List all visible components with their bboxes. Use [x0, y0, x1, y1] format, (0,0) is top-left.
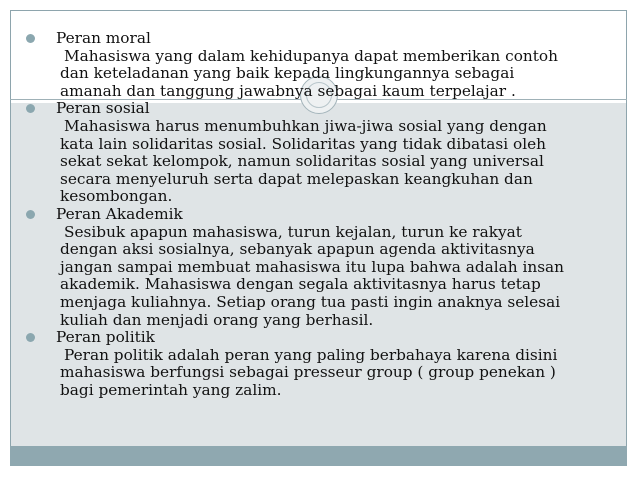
paragraph-line	[60, 347, 620, 365]
paragraph-line: akademik. Mahasiswa dengan segala aktivitasnya harus tetap	[60, 275, 541, 294]
paragraph-line: kuliah dan menjadi orang yang berhasil.	[60, 310, 374, 329]
bullet-item-peran-moral	[20, 30, 620, 48]
bullet-title: Peran moral	[56, 29, 151, 47]
bullet-dot-icon	[26, 34, 35, 43]
bullet-item-peran-akademik	[20, 206, 620, 224]
paragraph-line: jangan sampai membuat mahasiswa itu lupa bahwa adalah insan	[60, 257, 565, 276]
bullet-dot-icon	[26, 104, 35, 113]
paragraph-line: kesombongan.	[60, 187, 173, 206]
paragraph-line: amanah dan tanggung jawabnya sebagai kaum terpelajar .	[60, 81, 516, 100]
bullet-item-peran-politik	[20, 329, 620, 347]
bullet-title: Peran politik	[56, 328, 155, 347]
paragraph-line	[60, 224, 620, 242]
bullet-title: Peran Akademik	[56, 204, 183, 223]
paragraph-line: menjaga kuliahnya. Setiap orang tua pasti ingin anaknya selesai	[60, 292, 561, 311]
paragraph-line	[60, 48, 620, 66]
paragraph-line	[60, 118, 620, 136]
slide-content	[20, 30, 620, 399]
line-text: Mahasiswa harus menumbuhkan jiwa-jiwa sosial yang dengan	[64, 116, 547, 135]
bullet-dot-icon	[26, 210, 35, 219]
paragraph-peran-akademik	[20, 224, 620, 330]
line-text: Sesibuk apapun mahasiswa, turun kejalan, turun ke rakyat	[64, 222, 522, 241]
bullet-item-peran-sosial	[20, 100, 620, 118]
footer-bar	[10, 446, 627, 466]
paragraph-peran-politik	[20, 347, 620, 400]
paragraph-line: bagi pemerintah yang zalim.	[60, 380, 282, 399]
paragraph-line: kata lain solidaritas sosial. Solidaritas yang tidak dibatasi oleh	[60, 134, 547, 153]
paragraph-line: secara menyeluruh serta dapat melepaskan keangkuhan dan	[60, 169, 533, 188]
line-text: Mahasiswa yang dalam kehidupanya dapat memberikan contoh	[64, 46, 558, 65]
paragraph-line: sekat sekat kelompok, namun solidaritas sosial yang universal	[60, 152, 544, 171]
paragraph-line: mahasiswa berfungsi sebagai presseur group ( group penekan )	[60, 363, 556, 382]
bullet-title: Peran sosial	[56, 99, 150, 118]
line-text: Peran politik adalah peran yang paling berbahaya karena disini	[64, 345, 558, 364]
paragraph-line: dan keteladanan yang baik kepada lingkungannya sebagai	[60, 64, 515, 83]
paragraph-line: dengan aksi sosialnya, sebanyak apapun agenda aktivitasnya	[60, 240, 535, 259]
paragraph-peran-sosial	[20, 118, 620, 206]
paragraph-peran-moral	[20, 48, 620, 101]
bullet-dot-icon	[26, 333, 35, 342]
